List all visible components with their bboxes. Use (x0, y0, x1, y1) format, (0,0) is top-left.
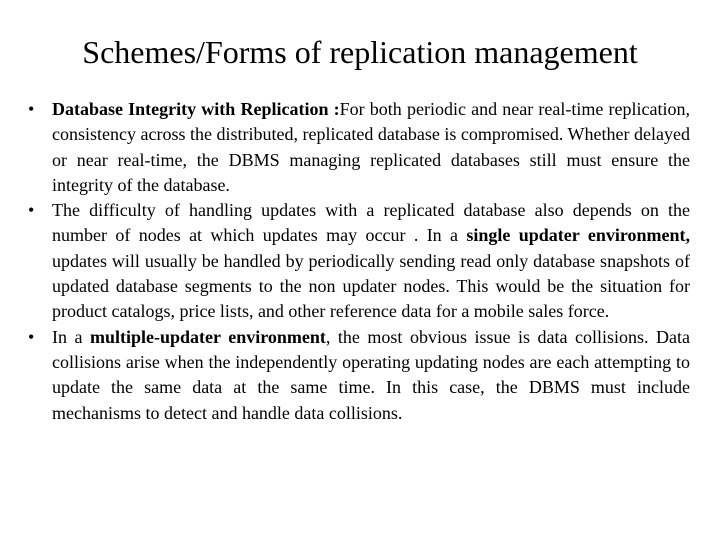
bullet-text: In a (52, 326, 91, 347)
bullet-text: , the most obvious issue is data collisions. Data collisions arise when the independently operating updating nodes are each attempting to update the same data at the same time. In this case, the DBMS must include mechanisms to detect and handle data collisions. (52, 326, 690, 423)
bullet-text-bold: single updater environment, (466, 225, 690, 246)
bullet-mark: • (28, 326, 35, 347)
bullet-item (28, 198, 690, 324)
bullet-text-bold: multiple-updater environment (90, 326, 326, 347)
bullet-text: For both periodic and near real-time replication, consistency across the distributed, replicated database is compromised. Whether delayed or near real-time, the DBMS managing replicated databases still must ensure the integrity of the database. (52, 99, 690, 195)
bullet-mark: • (28, 99, 35, 119)
bullet-list (28, 97, 690, 426)
bullet-item (28, 97, 690, 198)
bullet-mark: • (28, 200, 35, 221)
bullet-text: The difficulty of handling updates with a replicated database also depends on the number of nodes at which updates may occur . In a (52, 200, 690, 246)
bullet-text-bold: Database Integrity with Replication : (52, 99, 340, 119)
bullet-item (28, 325, 690, 426)
bullet-text: updates will usually be handled by periodically sending read only database snapshots of updated database segments to the non updater nodes. This would be the situation for product catalogs, price lists, and other reference data for a mobile sales force. (52, 250, 690, 322)
slide-title: Schemes/Forms of replication management (82, 34, 638, 70)
